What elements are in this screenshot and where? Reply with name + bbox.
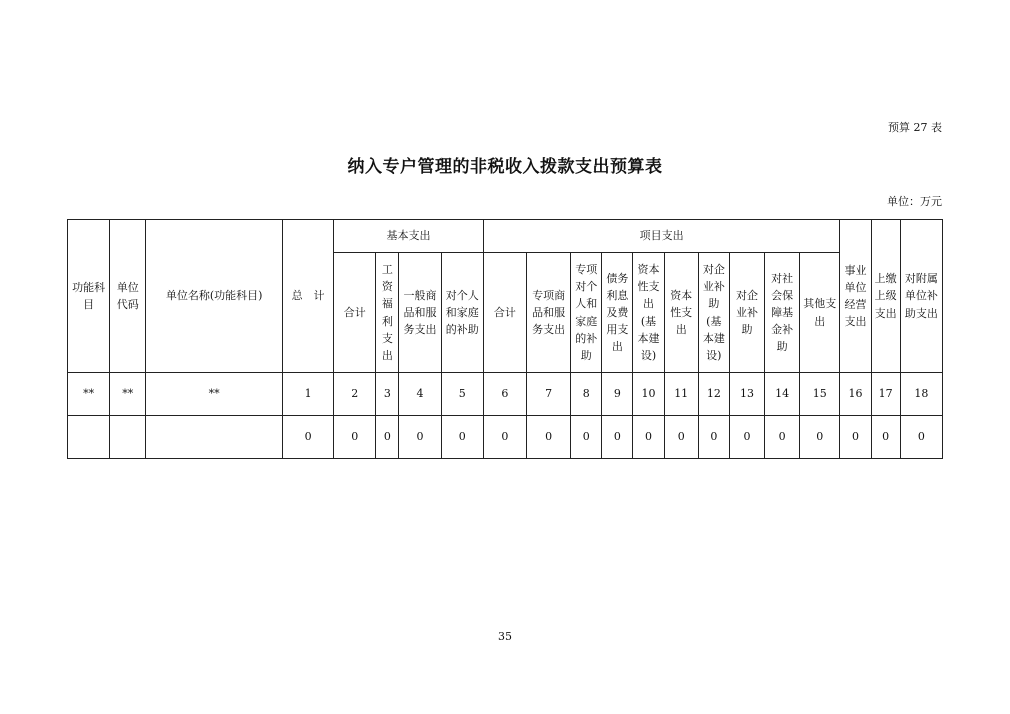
- index-cell: 8: [571, 373, 602, 416]
- data-cell: 0: [376, 416, 399, 459]
- header-project-sub-10: 其他支 出: [800, 253, 840, 373]
- data-row: [68, 416, 943, 459]
- index-cell: 12: [698, 373, 729, 416]
- data-cell: 0: [698, 416, 729, 459]
- budget-table: [67, 219, 943, 459]
- header-project-sub-2: 专项商 品和服 务支出: [527, 253, 571, 373]
- index-cell: 16: [840, 373, 871, 416]
- data-cell: 0: [840, 416, 871, 459]
- index-cell: 5: [441, 373, 483, 416]
- data-cell: [146, 416, 283, 459]
- header-upper-remit: 上缴 上级 支出: [871, 220, 900, 373]
- page-number: 35: [498, 630, 512, 643]
- data-cell: 0: [765, 416, 800, 459]
- header-project-sub-7: 对企 业补 助 (基 本建 设): [698, 253, 729, 373]
- data-cell: [110, 416, 146, 459]
- header-func-code: 功能科 目: [68, 220, 110, 373]
- page-title: 纳入专户管理的非税收入拨款支出预算表: [347, 157, 663, 177]
- index-cell: 13: [729, 373, 764, 416]
- header-unit-name: 单位名称(功能科目): [146, 220, 283, 373]
- data-cell: 0: [602, 416, 633, 459]
- data-cell: 0: [900, 416, 942, 459]
- header-project-sub-1: 合计: [483, 253, 526, 373]
- data-cell: [68, 416, 110, 459]
- header-unit-code: 单位 代码: [110, 220, 146, 373]
- header-business-expense: 事业 单位 经营 支出: [840, 220, 871, 373]
- data-cell: 0: [729, 416, 764, 459]
- data-cell: 0: [871, 416, 900, 459]
- index-cell: **: [110, 373, 146, 416]
- index-cell: 10: [633, 373, 664, 416]
- index-cell: 9: [602, 373, 633, 416]
- header-project-sub-6: 资本 性支 出: [664, 253, 698, 373]
- index-cell: 17: [871, 373, 900, 416]
- index-cell: 4: [399, 373, 441, 416]
- data-cell: 0: [282, 416, 333, 459]
- data-cell: 0: [334, 416, 376, 459]
- index-cell: 3: [376, 373, 399, 416]
- unit-label: 单位：万元: [887, 195, 942, 208]
- index-cell: **: [146, 373, 283, 416]
- index-row: [68, 373, 943, 416]
- data-cell: 0: [571, 416, 602, 459]
- header-basic-sub-1: 合计: [334, 253, 376, 373]
- data-cell: 0: [399, 416, 441, 459]
- data-cell: 0: [664, 416, 698, 459]
- data-cell: 0: [483, 416, 526, 459]
- header-project-sub-9: 对社 会保 障基 金补 助: [765, 253, 800, 373]
- header-project-sub-5: 资本 性支 出 (基 本建 设): [633, 253, 664, 373]
- index-cell: 1: [282, 373, 333, 416]
- index-cell: 6: [483, 373, 526, 416]
- data-cell: 0: [527, 416, 571, 459]
- data-cell: 0: [633, 416, 664, 459]
- header-project-sub-3: 专项 对个 人和 家庭 的补 助: [571, 253, 602, 373]
- header-project-sub-4: 债务 利息 及费 用支 出: [602, 253, 633, 373]
- form-number: 预算 27 表: [888, 121, 942, 134]
- header-project-sub-8: 对企 业补 助: [729, 253, 764, 373]
- index-cell: 18: [900, 373, 942, 416]
- data-cell: 0: [800, 416, 840, 459]
- index-cell: 11: [664, 373, 698, 416]
- header-basic-sub-2: 工 资 福 利 支 出: [376, 253, 399, 373]
- header-affiliate-subsidy: 对附属 单位补 助支出: [900, 220, 942, 373]
- index-cell: 14: [765, 373, 800, 416]
- index-cell: 15: [800, 373, 840, 416]
- data-cell: 0: [441, 416, 483, 459]
- index-cell: **: [68, 373, 110, 416]
- header-basic-group: 基本支出: [334, 220, 484, 253]
- header-basic-sub-3: 一般商 品和服 务支出: [399, 253, 441, 373]
- header-total: 总 计: [282, 220, 333, 373]
- index-cell: 7: [527, 373, 571, 416]
- index-cell: 2: [334, 373, 376, 416]
- header-basic-sub-4: 对个人 和家庭 的补助: [441, 253, 483, 373]
- header-project-group: 项目支出: [483, 220, 840, 253]
